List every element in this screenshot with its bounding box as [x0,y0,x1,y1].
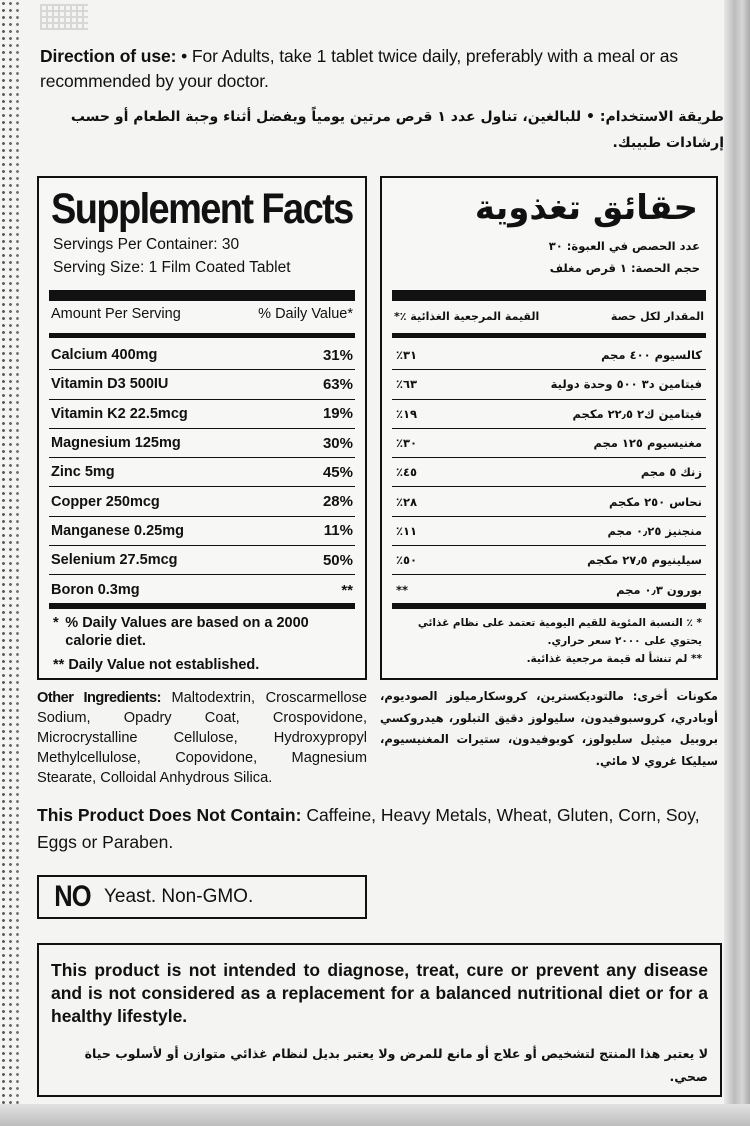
divider-thick [49,290,355,301]
facts-rows [49,341,355,605]
amount-per-serving-header-ar: المقدار لكل حصة [610,310,704,323]
table-row [49,400,355,429]
nutrient-dv-ar: ٣١٪ [396,348,418,363]
nutrient-name: Zinc 5mg [51,464,115,481]
direction-text: • For Adults, take 1 tablet twice daily, preferably with a meal or as recommended by your doctor. [40,46,679,91]
supplement-facts-panel-ar [380,176,718,680]
nutrient-dv: 50% [322,551,353,569]
nutrient-name-ar: كالسيوم ٤٠٠ مجم [601,348,702,363]
other-ingredients-en [37,688,367,788]
nutrient-dv-ar: ٦٣٪ [396,377,418,392]
nutrient-name: Vitamin K2 22.5mcg [51,405,188,422]
nutrient-dv: 19% [322,405,353,423]
nutrient-name: Boron 0.3mg [51,582,140,599]
no-yeast-text: Yeast. Non-GMO. [104,886,254,907]
footnote-daily-value [53,614,353,650]
nutrient-dv: 45% [322,463,353,481]
footnote-daily-value-ar: * ٪ النسبة المئوية للقيم اليومية تعتمد على نظام غذائي يحتوي على ٢٠٠٠ سعر حراري. [417,617,702,647]
nutrient-name-ar: زنك ٥ مجم [640,465,702,480]
divider-bottom [392,603,706,609]
serving-size-ar: حجم الحصة: ١ قرص مغلف [549,261,700,275]
footnotes-ar [394,614,702,668]
divider-medium [392,333,706,338]
table-row [49,458,355,487]
nutrient-name-ar: فيتامين ك٢ ٢٢٫٥ مكجم [572,406,702,421]
footnote-text: % Daily Values are based on a 2000 calorie diet. [65,615,309,649]
facts-rows-ar [392,341,706,605]
does-not-contain [37,802,727,856]
table-row [392,458,706,487]
nutrient-dv: 30% [322,434,353,452]
table-row [392,517,706,546]
daily-value-header-ar: القيمة المرجعية الغذائية ٪* [394,310,540,323]
nutrient-dv: ** [341,581,353,599]
supplement-facts-panel [37,176,367,680]
table-row [392,575,706,604]
nutrient-dv-ar: ٤٥٪ [396,465,418,480]
nutrient-name: Copper 250mcg [51,493,160,510]
nutrient-dv-ar: ** [396,583,409,598]
nutrient-dv-ar: ١١٪ [396,523,418,538]
nutrient-name: Magnesium 125mg [51,435,181,452]
table-row [392,546,706,575]
divider-medium [49,333,355,338]
servings-per-container: Servings Per Container: 30 [53,236,240,253]
disclaimer-ar: لا يعتبر هذا المنتج لتشخيص أو علاج أو مانع للمرض ولا يعتبر بديل لنظام غذائي متوازن أو لأسلوب حياة صحي. [84,1046,708,1084]
nutrient-name: Vitamin D3 500IU [51,376,169,393]
table-row [392,400,706,429]
edge-fade [0,0,30,1126]
other-ingredients-label: Other Ingredients: [37,690,161,706]
disclaimer-box [37,943,722,1097]
nutrient-dv-ar: ١٩٪ [396,406,418,421]
nutrient-name-ar: نحاس ٢٥٠ مكجم [609,494,702,509]
other-ingredients-ar: مكونات أخرى: مالتوديكسترين، كروسكارميلوز الصوديوم، أوبادري، كروسبوفيدون، سليولوز دقيق التبلور، هيدروكسي بروبيل ميثيل سليولوز، كوبوفيدون، ستيرات المغنيسيوم، سيليكا غروي لا مائي. [380,689,718,768]
table-row [392,341,706,370]
servings-per-container-ar: عدد الحصص في العبوة: ٣٠ [548,239,700,253]
nutrient-name-ar: بورون ٠٫٣ مجم [616,583,702,598]
facts-header-row [51,306,353,322]
amount-per-serving-header: Amount Per Serving [51,306,181,322]
direction-of-use-ar: طريقة الاستخدام: • للبالغين، تناول عدد ١ قرص مرتين يومياً ويفضل أثناء وجبة الطعام أو حسب إرشادات طبيبك. [70,109,724,151]
facts-header-row-ar [394,310,704,323]
footnotes [53,614,353,680]
nutrient-dv-ar: ٢٨٪ [396,494,418,509]
silver-edge [724,0,750,1126]
no-label: NO [54,880,91,913]
footnote-not-established: ** Daily Value not established. [53,657,260,673]
no-yeast-box [37,875,367,919]
does-not-contain-text: Caffeine, Heavy Metals, Wheat, Gluten, Corn, Soy, Eggs or Paraben. [37,805,700,852]
nutrient-name-ar: منجنيز ٠٫٢٥ مجم [607,523,702,538]
does-not-contain-label: This Product Does Not Contain: [37,805,302,825]
disclaimer-en: This product is not intended to diagnose, treat, cure or prevent any disease and is not considered as a replacement for a balanced nutritional diet or for a healthy lifestyle. [51,960,708,1026]
nutrient-dv-ar: ٥٠٪ [396,553,418,568]
nutrient-name: Manganese 0.25mg [51,522,184,539]
table-row [49,546,355,575]
table-row [392,429,706,458]
grid-corner-pattern [40,4,88,30]
nutrient-dv: 63% [322,375,353,393]
footnote-not-established-ar: ** لم تنشأ له قيمة مرجعية غذائية. [526,653,702,665]
nutrient-dv: 31% [322,346,353,364]
nutrient-name: Calcium 400mg [51,347,158,364]
nutrient-name-ar: سيلينيوم ٢٧٫٥ مكجم [587,553,702,568]
nutrient-dv: 11% [323,522,353,540]
serving-size: Serving Size: 1 Film Coated Tablet [53,259,291,276]
table-row [392,487,706,516]
divider-thick [392,290,706,301]
table-row [49,370,355,399]
direction-of-use-en [40,44,720,94]
table-row [49,341,355,370]
nutrient-name-ar: مغنيسيوم ١٢٥ مجم [593,436,702,451]
nutrient-name: Selenium 27.5mcg [51,552,178,569]
table-row [392,370,706,399]
nutrient-dv: 28% [322,493,353,511]
supplement-facts-title: Supplement Facts [51,186,353,234]
divider-bottom [49,603,355,609]
nutrient-dv-ar: ٣٠٪ [396,436,418,451]
direction-label: Direction of use: [40,46,177,66]
table-row [49,429,355,458]
daily-value-header: % Daily Value* [258,306,353,322]
footnote-marker: * [53,615,59,631]
table-row [49,517,355,546]
nutrient-name-ar: فيتامين د٣ ٥٠٠ وحدة دولية [550,377,702,392]
silver-bottom-edge [0,1104,750,1126]
table-row [49,575,355,604]
other-ingredients-text: Maltodextrin, Croscarmellose Sodium, Opadry Coat, Crospovidone, Microcrystalline Cellulose, Hydroxypropyl Methylcellulose, Copovidone, Magnesium Stearate, Colloidal Anhydrous Silica. [37,690,367,786]
table-row [49,487,355,516]
supplement-facts-title-ar: حقائق تغذوية [474,188,698,228]
